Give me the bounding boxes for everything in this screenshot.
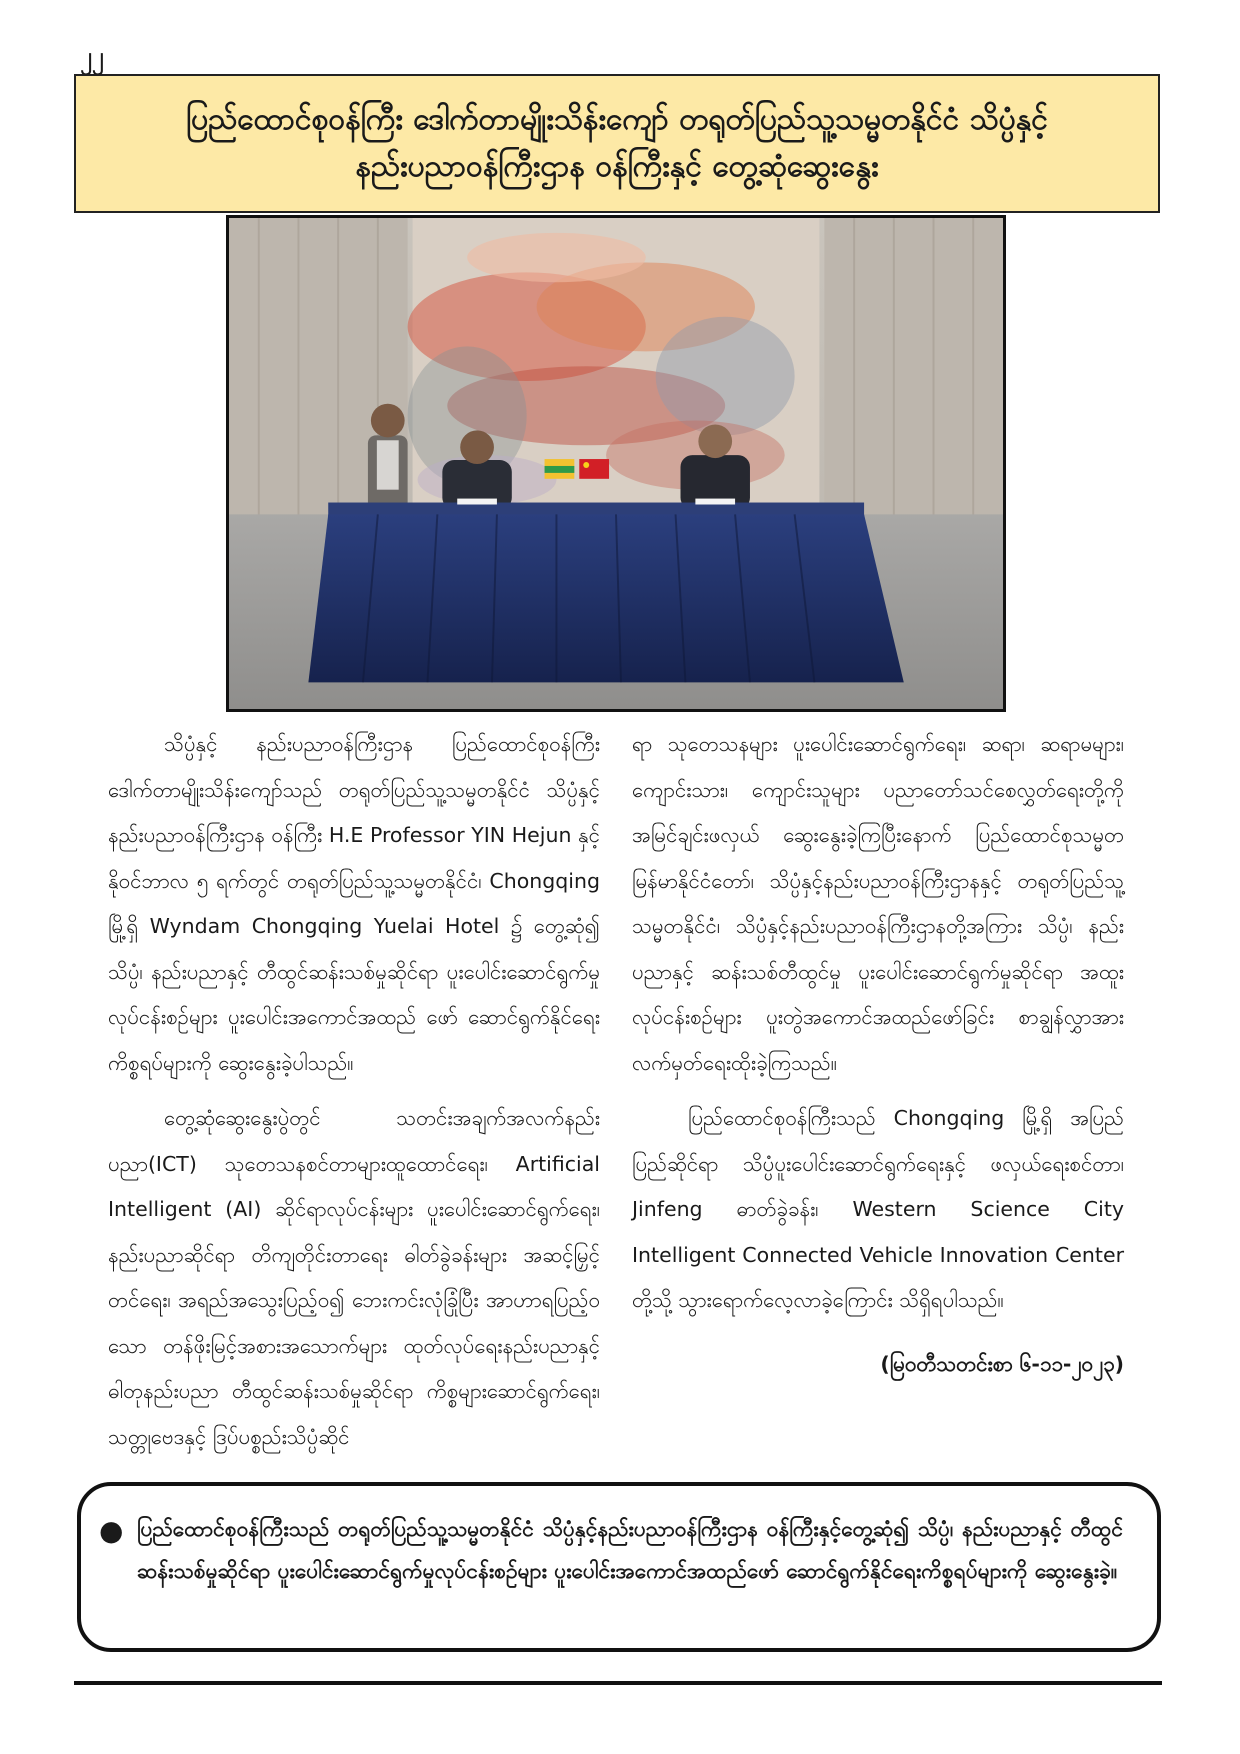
meeting-photo <box>226 215 1006 712</box>
headline-box <box>74 74 1160 213</box>
page-number: ၂၂ <box>80 42 104 70</box>
article-source: (မြဝတီသတင်းစာ ၆-၁၁-၂၀၂၃) <box>880 1351 1124 1376</box>
article-column-right <box>632 722 1124 1397</box>
summary-box <box>77 1482 1161 1652</box>
article-paragraph: ပြည်ထောင်စုဝန်ကြီးသည် Chongqing မြို့ရှိ အပြည်ပြည်ဆိုင်ရာ သိပ္ပံပူးပေါင်းဆောင်ရွက်ရေးနှင့် ဖလှယ်ရေးစင်တာ၊ Jinfeng ဓာတ်ခွဲခန်း၊ Western Science City Intelligent Connected Vehicle Innovation Center တို့သို့ သွားရောက်လေ့လာခဲ့ကြောင်း သိရှိရပါသည်။ <box>632 1106 1124 1312</box>
headline-line-2: နည်းပညာဝန်ကြီးဌာန ဝန်ကြီးနှင့် တွေ့ဆုံဆွေးနွေး <box>355 148 879 184</box>
article-paragraph: ရာ သုတေသနများ ပူးပေါင်းဆောင်ရွက်ရေး၊ ဆရာ၊ ဆရာမများ၊ ကျောင်းသား၊ ကျောင်းသူများ ပညာတော်သင်စေလွှတ်ရေးတို့ကို အမြင်ချင်းဖလှယ် ဆွေးနွေးခဲ့ကြပြီးနောက် ပြည်ထောင်စုသမ္မတမြန်မာနိုင်ငံတော်၊ သိပ္ပံနှင့်နည်းပညာဝန်ကြီးဌာနနှင့် တရုတ်ပြည်သူ့သမ္မတနိုင်ငံ၊ သိပ္ပံနှင့်နည်းပညာဝန်ကြီးဌာနတို့အကြား သိပ္ပံ၊ နည်းပညာနှင့် ဆန်းသစ်တီထွင်မှု ပူးပေါင်းဆောင်ရွက်မှုဆိုင်ရာ အထူးလုပ်ငန်းစဉ်များ ပူးတွဲအကောင်အထည်ဖော်ခြင်း စာချွန်လွှာအား လက်မှတ်ရေးထိုးခဲ့ကြသည်။ <box>632 732 1124 1075</box>
article-paragraph: သိပ္ပံနှင့် နည်းပညာဝန်ကြီးဌာန ပြည်ထောင်စုဝန်ကြီး ဒေါက်တာမျိုးသိန်းကျော်သည် တရုတ်ပြည်သူ့သမ္မတနိုင်ငံ သိပ္ပံနှင့်နည်းပညာဝန်ကြီးဌာန ဝန်ကြီး H.E Professor YIN Hejun နှင့် နိုဝင်ဘာလ ၅ ရက်တွင် တရုတ်ပြည်သူ့သမ္မတနိုင်ငံ၊ Chongqing မြို့ရှိ Wyndam Chongqing Yuelai Hotel ၌ တွေ့ဆုံ၍ သိပ္ပံ၊ နည်းပညာနှင့် တီထွင်ဆန်းသစ်မှုဆိုင်ရာ ပူးပေါင်းဆောင်ရွက်မှုလုပ်ငန်းစဉ်များ ပူးပေါင်းအကောင်အထည် ဖော် ဆောင်ရွက်နိုင်ရေးကိစ္စရပ်များကို ဆွေးနွေးခဲ့ပါသည်။ <box>108 732 600 1075</box>
headline-line-1: ပြည်ထောင်စုဝန်ကြီး ဒေါက်တာမျိုးသိန်းကျော် တရုတ်ပြည်သူ့သမ္မတနိုင်ငံ သိပ္ပံနှင့် <box>186 102 1048 137</box>
bottom-divider <box>74 1681 1162 1685</box>
article-paragraph: တွေ့ဆုံဆွေးနွေးပွဲတွင် သတင်းအချက်အလက်နည်းပညာ(ICT) သုတေသနစင်တာများထူထောင်ရေး၊ Artificial Intelligent (AI) ဆိုင်ရာလုပ်ငန်းများ ပူးပေါင်းဆောင်ရွက်ရေး၊ နည်းပညာဆိုင်ရာ တိကျတိုင်းတာရေး ဓါတ်ခွဲခန်းများ အဆင့်မြှင့်တင်ရေး၊ အရည်အသွေးပြည့်ဝ၍ ဘေးကင်းလုံခြုံပြီး အာဟာရပြည့်ဝသော တန်ဖိုးမြင့်အစားအသောက်များ ထုတ်လုပ်ရေးနည်းပညာနှင့် ဓါတုနည်းပညာ တီထွင်ဆန်းသစ်မှုဆိုင်ရာ ကိစ္စများဆောင်ရွက်ရေး၊ သတ္တုဗေဒနှင့် ဒြပ်ပစ္စည်းသိပ္ပံဆိုင် <box>108 1106 600 1449</box>
summary-text: ပြည်ထောင်စုဝန်ကြီးသည် တရုတ်ပြည်သူ့သမ္မတနိုင်ငံ သိပ္ပံနှင့်နည်းပညာဝန်ကြီးဌာန ဝန်ကြီးနှင့်တွေ့ဆုံ၍ သိပ္ပံ၊ နည်းပညာနှင့် တီထွင်ဆန်းသစ်မှုဆိုင်ရာ ပူးပေါင်းဆောင်ရွက်မှုလုပ်ငန်းစဉ်များ ပူးပေါင်းအကောင်အထည်ဖော် ဆောင်ရွက်နိုင်ရေးကိစ္စရပ်များကို ဆွေးနွေးခဲ့။ <box>137 1517 1123 1583</box>
article-column-left <box>108 722 600 1470</box>
bullet-icon: ● <box>99 1514 124 1547</box>
signing-ceremony-illustration <box>229 218 1003 709</box>
